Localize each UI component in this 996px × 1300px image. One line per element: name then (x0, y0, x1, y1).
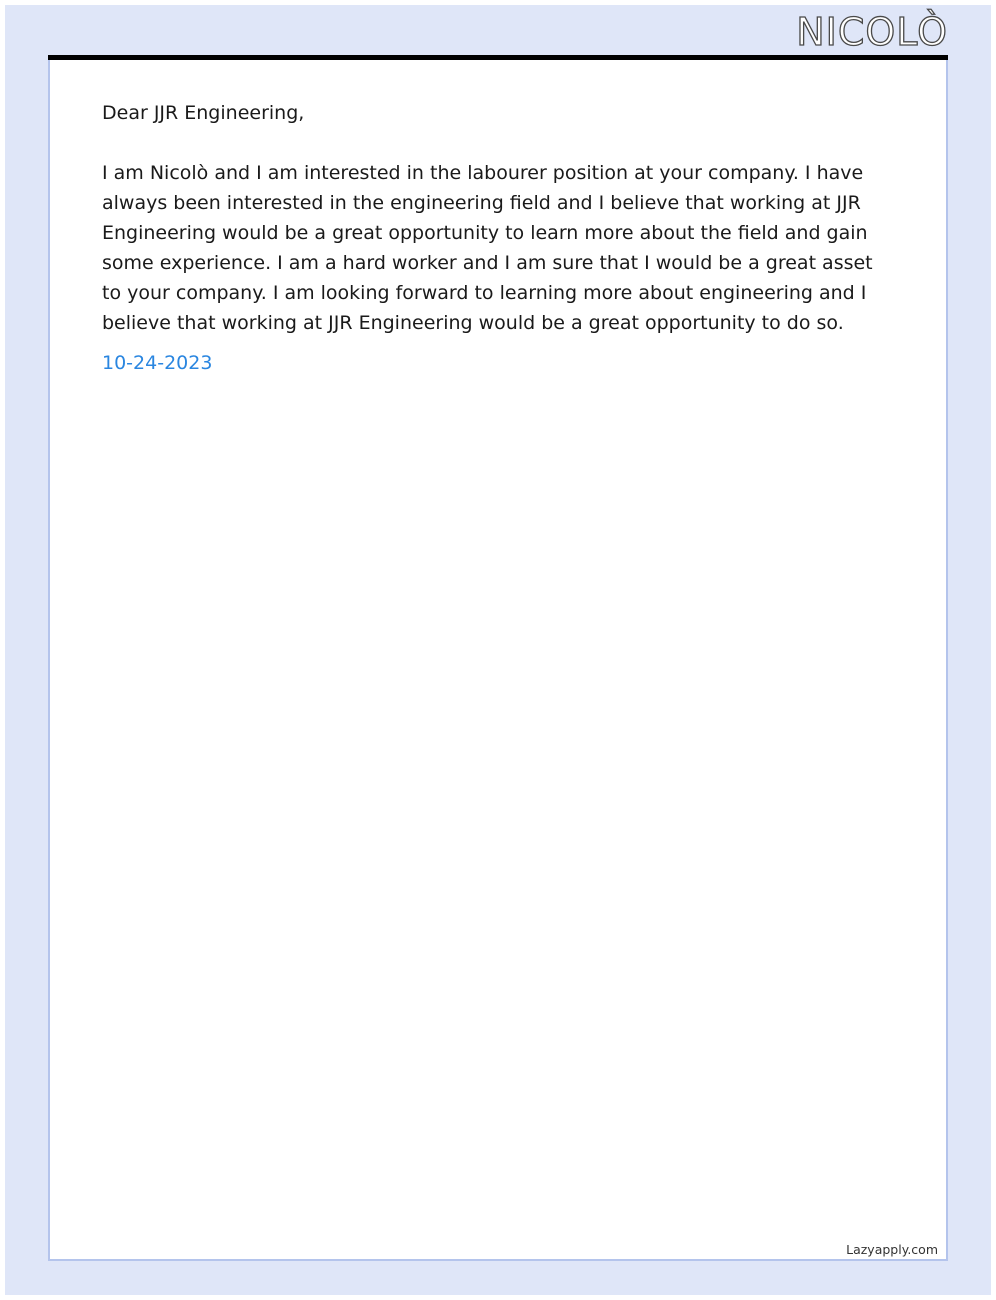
name-logo: NICOLÒ (796, 10, 948, 54)
letter-date: 10-24-2023 (102, 352, 213, 374)
cover-letter (102, 98, 882, 378)
letter-body: I am Nicolò and I am interested in the labourer position at your company. I have always been interested in the engineering field and I believe that working at JJR Engineering would be a great opportunity to learn more about the field and gain some experience. I am a hard worker and I am sure that I would be a great asset to your company. I am looking forward to learning more about engineering and I believe that working at JJR Engineering would be a great opportunity to do so. (102, 162, 873, 334)
letter-sheet (48, 60, 948, 1261)
letter-salutation: Dear JJR Engineering, (102, 102, 305, 124)
footer-brand: Lazyapply.com (846, 1242, 938, 1257)
